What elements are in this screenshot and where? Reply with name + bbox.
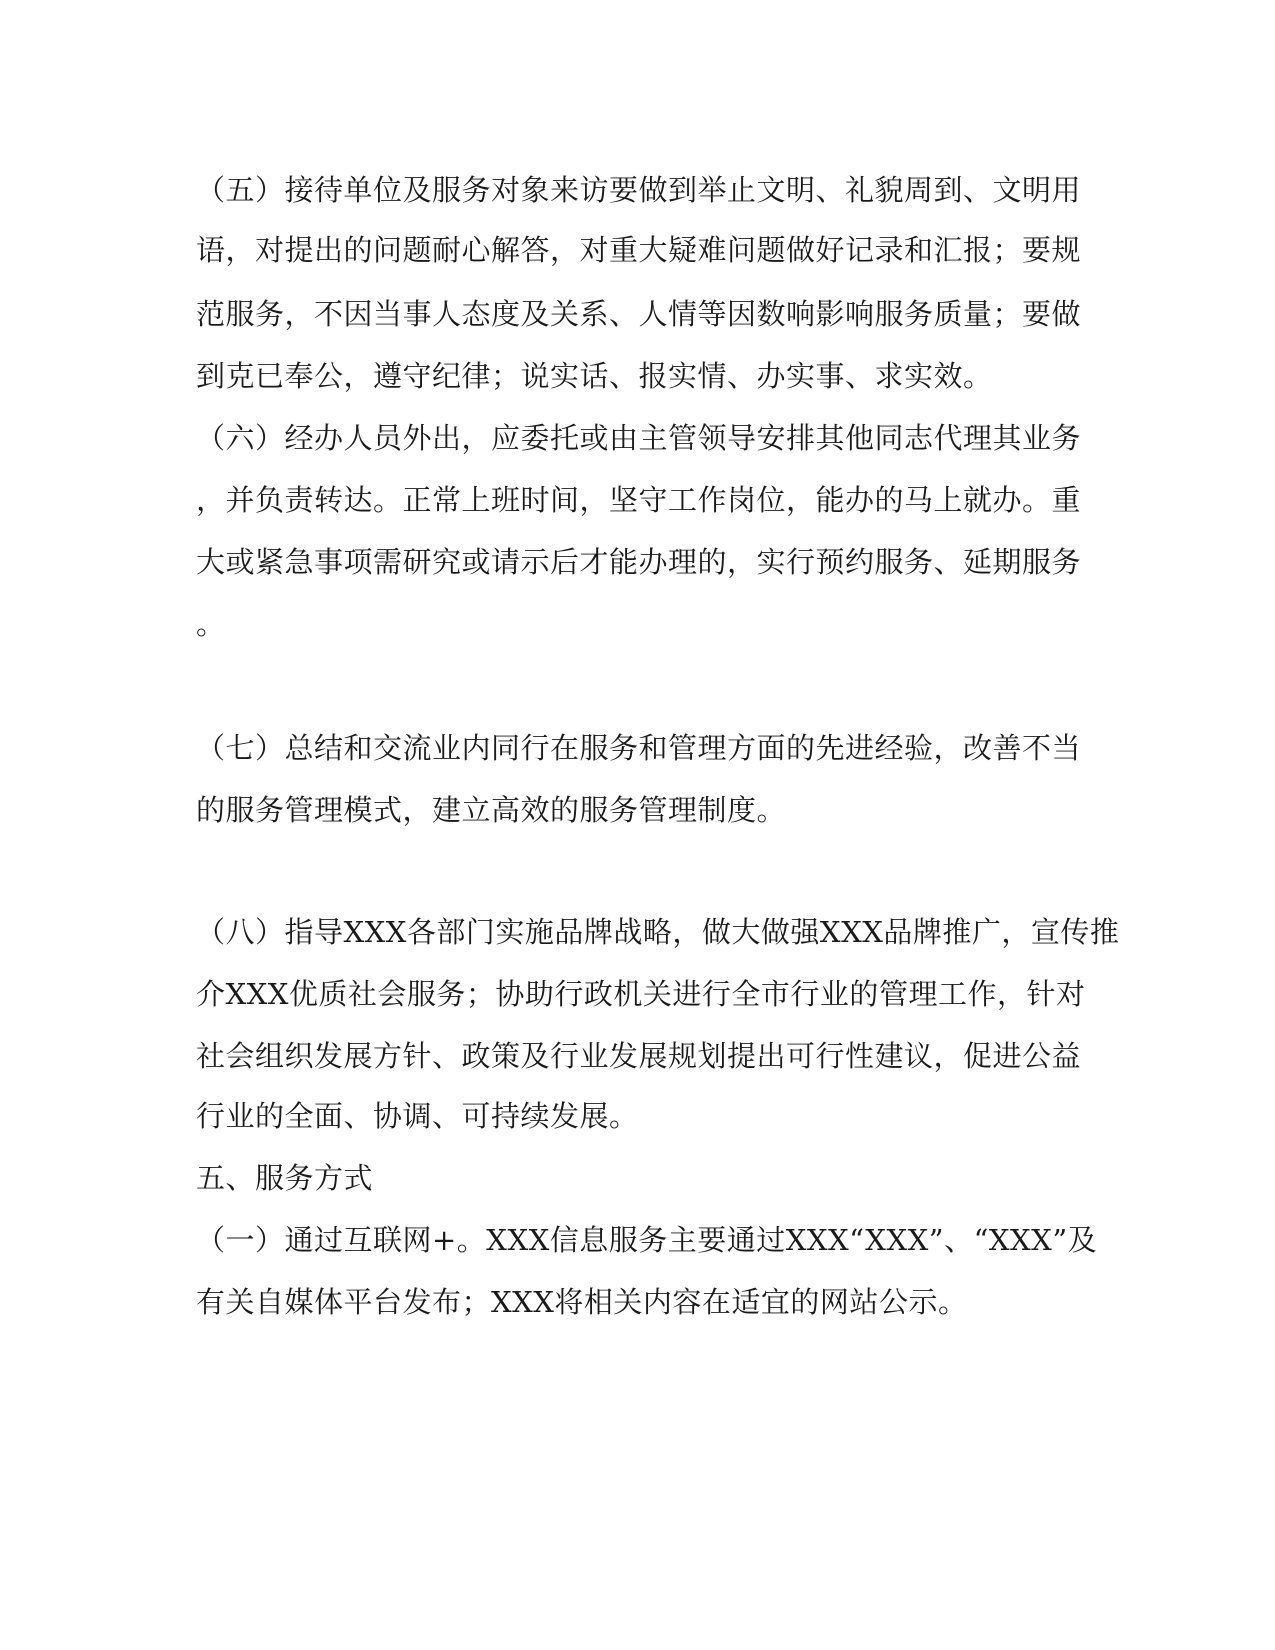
subsection-1-line-1: （一）通过互联网+。XXX信息服务主要通过XXX“XXX”、“XXX”及	[196, 1223, 1098, 1257]
paragraph-8-line-3: 社会组织发展方针、政策及行业发展规划提出可行性建议，促进公益	[196, 1039, 1082, 1073]
paragraph-5-line-3: 范服务，不因当事人态度及关系、人情等因数响影响服务质量；要做	[196, 297, 1082, 331]
paragraph-5-line-2: 语，对提出的问题耐心解答，对重大疑难问题做好记录和汇报；要规	[196, 233, 1082, 267]
paragraph-6-line-3: 大或紧急事项需研究或请示后才能办理的，实行预约服务、延期服务	[196, 545, 1082, 579]
subsection-1-line-2: 有关自媒体平台发布；XXX将相关内容在适宜的网站公示。	[196, 1285, 968, 1319]
paragraph-6-line-1: （六）经办人员外出，应委托或由主管领导安排其他同志代理其业务	[196, 421, 1082, 455]
section-heading-service-methods: 五、服务方式	[196, 1161, 374, 1195]
paragraph-5-line-1: （五）接待单位及服务对象来访要做到举止文明、礼貌周到、文明用	[196, 173, 1082, 207]
paragraph-6-line-2: ，并负责转达。正常上班时间，坚守工作岗位，能办的马上就办。重	[196, 483, 1082, 517]
paragraph-8-line-4: 行业的全面、协调、可持续发展。	[196, 1099, 639, 1133]
paragraph-7-line-1: （七）总结和交流业内同行在服务和管理方面的先进经验，改善不当	[196, 731, 1082, 765]
paragraph-7-line-2: 的服务管理模式，建立高效的服务管理制度。	[196, 793, 787, 827]
paragraph-8-line-2: 介XXX优质社会服务；协助行政机关进行全市行业的管理工作，针对	[196, 977, 1086, 1011]
paragraph-8-line-1: （八）指导XXX各部门实施品牌战略，做大做强XXX品牌推广，宣传推	[196, 915, 1120, 949]
paragraph-6-line-4: 。	[196, 607, 226, 641]
paragraph-5-line-4: 到克已奉公，遵守纪律；说实话、报实情、办实事、求实效。	[196, 359, 993, 393]
